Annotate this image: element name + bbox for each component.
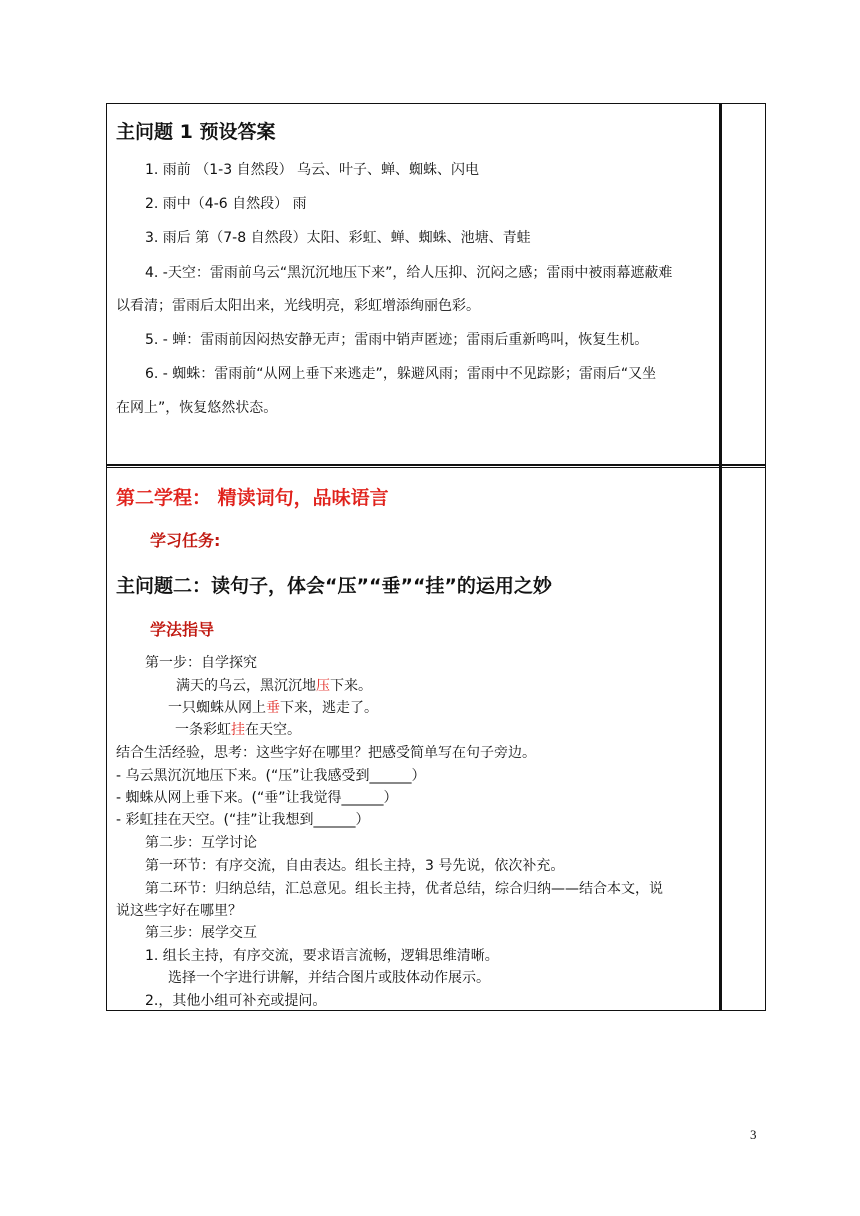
column-divider-inner xyxy=(721,103,722,1011)
sentence-2-post: 下来，逃走了。 xyxy=(280,700,378,716)
step1-label: 第一步：自学探究 xyxy=(145,655,257,671)
sentence-1-pre: 满天的乌云，黑沉沉地 xyxy=(176,678,316,694)
fill-question-2: - 蜘蛛从网上垂下来。(“垂”让我觉得______） xyxy=(116,790,398,806)
section1-title: 主问题 1 预设答案 xyxy=(116,121,276,143)
answer-line-6: 6. - 蜘蛛：雷雨前“从网上垂下来逃走”，躲避风雨；雷雨中不见踪影；雷雨后“又坐 xyxy=(145,366,657,382)
answer-line-1: 1. 雨前 （1-3 自然段） 乌云、叶子、蝉、蜘蛛、闪电 xyxy=(145,162,480,178)
sentence-3-post: 在天空。 xyxy=(245,722,301,738)
sentence-2-pre: 一只蜘蛛从网上 xyxy=(168,700,266,716)
step2-label: 第二步：互学讨论 xyxy=(145,835,257,851)
fill-question-3: - 彩虹挂在天空。(“挂”让我想到______） xyxy=(116,812,370,828)
section2-title: 第二学程： 精读词句，品味语言 xyxy=(116,487,389,509)
method-label: 学法指导 xyxy=(150,620,215,639)
discussion-link-2b: 说这些字好在哪里？ xyxy=(116,903,242,919)
discussion-link-2: 第二环节：归纳总结，汇总意见。组长主持，优者总结，综合归纳——结合本文，说 xyxy=(145,881,663,897)
answer-line-2: 2. 雨中（4-6 自然段） 雨 xyxy=(145,196,307,212)
sentence-3-pre: 一条彩虹 xyxy=(175,722,231,738)
keyword-gua: 挂 xyxy=(231,722,245,738)
interaction-item-1b: 选择一个字进行讲解，并结合图片或肢体动作展示。 xyxy=(168,970,490,986)
interaction-item-2: 2.，其他小组可补充或提问。 xyxy=(145,993,327,1009)
answer-line-6b: 在网上”，恢复悠然状态。 xyxy=(116,400,278,416)
fill-question-1: - 乌云黑沉沉地压下来。(“压”让我感受到______） xyxy=(116,768,426,784)
interaction-item-1: 1. 组长主持，有序交流，要求语言流畅，逻辑思维清晰。 xyxy=(145,948,499,964)
row-divider-inner xyxy=(106,467,766,468)
sentence-1 xyxy=(176,675,372,695)
keyword-ya: 压 xyxy=(316,678,330,694)
row-divider xyxy=(106,464,766,466)
step3-label: 第三步：展学交互 xyxy=(145,925,257,941)
keyword-chui: 垂 xyxy=(266,700,280,716)
main-question-2: 主问题二：读句子，体会“压”“垂”“挂”的运用之妙 xyxy=(116,575,552,597)
answer-line-4b: 以看清；雷雨后太阳出来，光线明亮，彩虹增添绚丽色彩。 xyxy=(116,298,480,314)
sentence-3 xyxy=(175,719,301,739)
page-number: 3 xyxy=(750,1127,757,1142)
answer-line-3: 3. 雨后 第（7-8 自然段）太阳、彩虹、蝉、蜘蛛、池塘、青蛙 xyxy=(145,230,531,246)
sentence-1-post: 下来。 xyxy=(330,678,372,694)
discussion-link-1: 第一环节：有序交流，自由表达。组长主持，3 号先说，依次补充。 xyxy=(145,858,565,874)
answer-line-4: 4. -天空：雷雨前乌云“黑沉沉地压下来”，给人压抑、沉闷之感；雷雨中被雨幕遮蔽难 xyxy=(145,265,673,281)
think-prompt: 结合生活经验，思考：这些字好在哪里？把感受简单写在句子旁边。 xyxy=(116,745,536,761)
answer-line-5: 5. - 蝉：雷雨前因闷热安静无声；雷雨中销声匿迹；雷雨后重新鸣叫，恢复生机。 xyxy=(145,332,649,348)
task-label: 学习任务: xyxy=(150,531,221,550)
sentence-2 xyxy=(168,697,378,717)
